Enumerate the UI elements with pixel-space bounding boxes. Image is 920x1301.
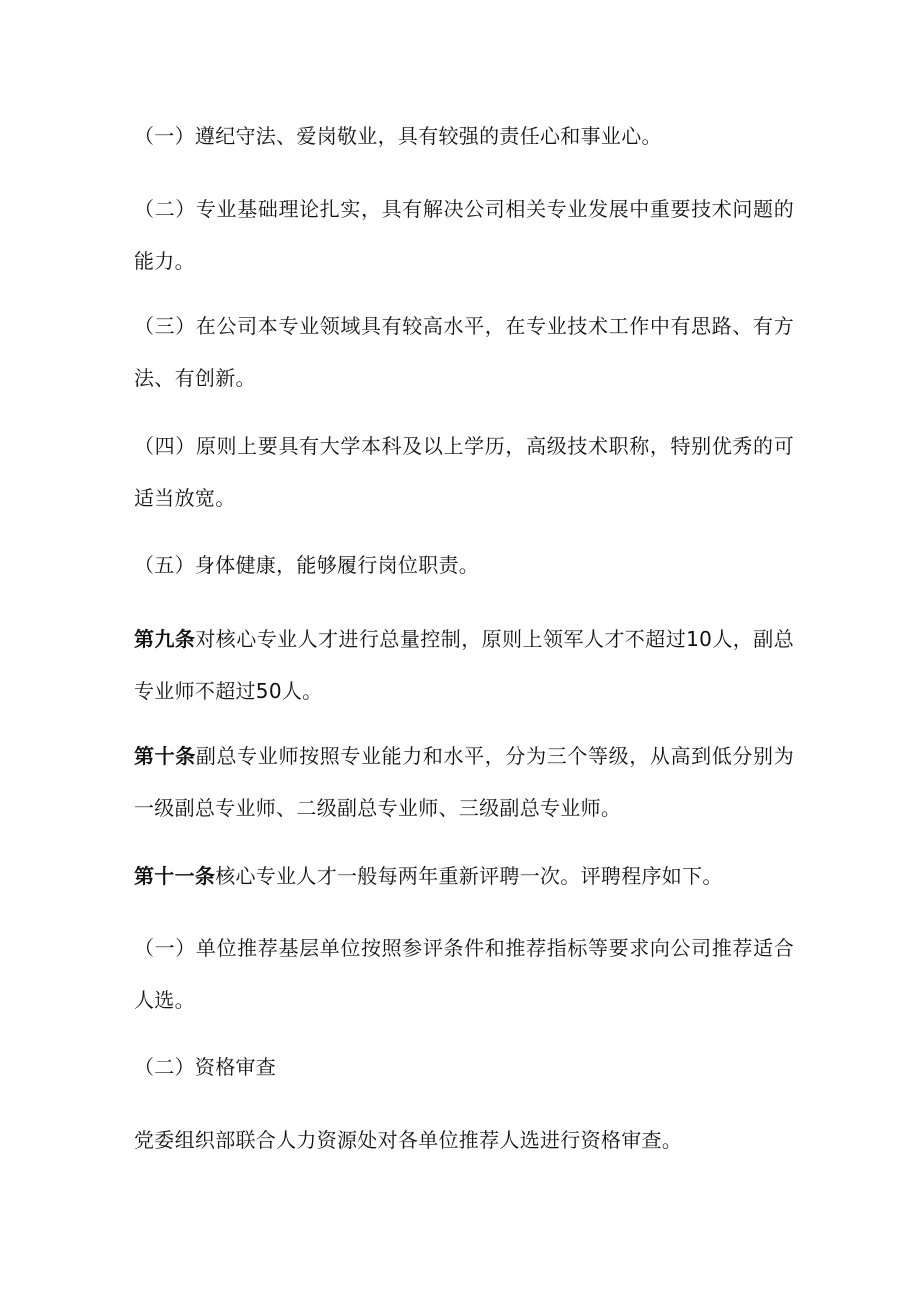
paragraph-text: （二）专业基础理论扎实，具有解决公司相关专业发展中重要技术问题的能力。 xyxy=(134,197,794,273)
paragraph-text: 对核心专业人才进行总量控制，原则上领军人才不超过10人，副总专业师不超过50人。 xyxy=(134,627,794,703)
procedure-1 xyxy=(134,922,794,1026)
procedure-2 xyxy=(134,1041,794,1093)
paragraph-text: （三）在公司本专业领域具有较高水平，在专业技术工作中有思路、有方法、有创新。 xyxy=(134,314,794,390)
article-9 xyxy=(134,613,794,717)
procedure-2-detail xyxy=(134,1114,794,1166)
article-heading: 第十条 xyxy=(134,744,196,768)
paragraph-text: 核心专业人才一般每两年重新评聘一次。评聘程序如下。 xyxy=(215,864,723,888)
paragraph-text: （二）资格审查 xyxy=(134,1055,277,1079)
condition-3 xyxy=(134,300,794,404)
condition-1 xyxy=(134,110,794,162)
paragraph-text: （五）身体健康，能够履行岗位职责。 xyxy=(134,553,480,577)
paragraph-text: （四）原则上要具有大学本科及以上学历，高级技术职称，特别优秀的可适当放宽。 xyxy=(134,434,794,510)
article-11 xyxy=(134,850,794,902)
paragraph-text: 党委组织部联合人力资源处对各单位推荐人选进行资格审查。 xyxy=(134,1128,683,1152)
paragraph-text: （一）单位推荐基层单位按照参评条件和推荐指标等要求向公司推荐适合人选。 xyxy=(134,936,794,1012)
article-heading: 第十一条 xyxy=(134,864,216,888)
condition-4 xyxy=(134,420,794,524)
article-10 xyxy=(134,730,794,834)
paragraph-text: 副总专业师按照专业能力和水平，分为三个等级，从高到低分别为一级副总专业师、二级副总专业师、三级副总专业师。 xyxy=(134,744,794,820)
condition-2 xyxy=(134,183,794,287)
paragraph-text: （一）遵纪守法、爱岗敬业，具有较强的责任心和事业心。 xyxy=(134,124,662,148)
condition-5 xyxy=(134,539,794,591)
article-heading: 第九条 xyxy=(134,627,196,651)
